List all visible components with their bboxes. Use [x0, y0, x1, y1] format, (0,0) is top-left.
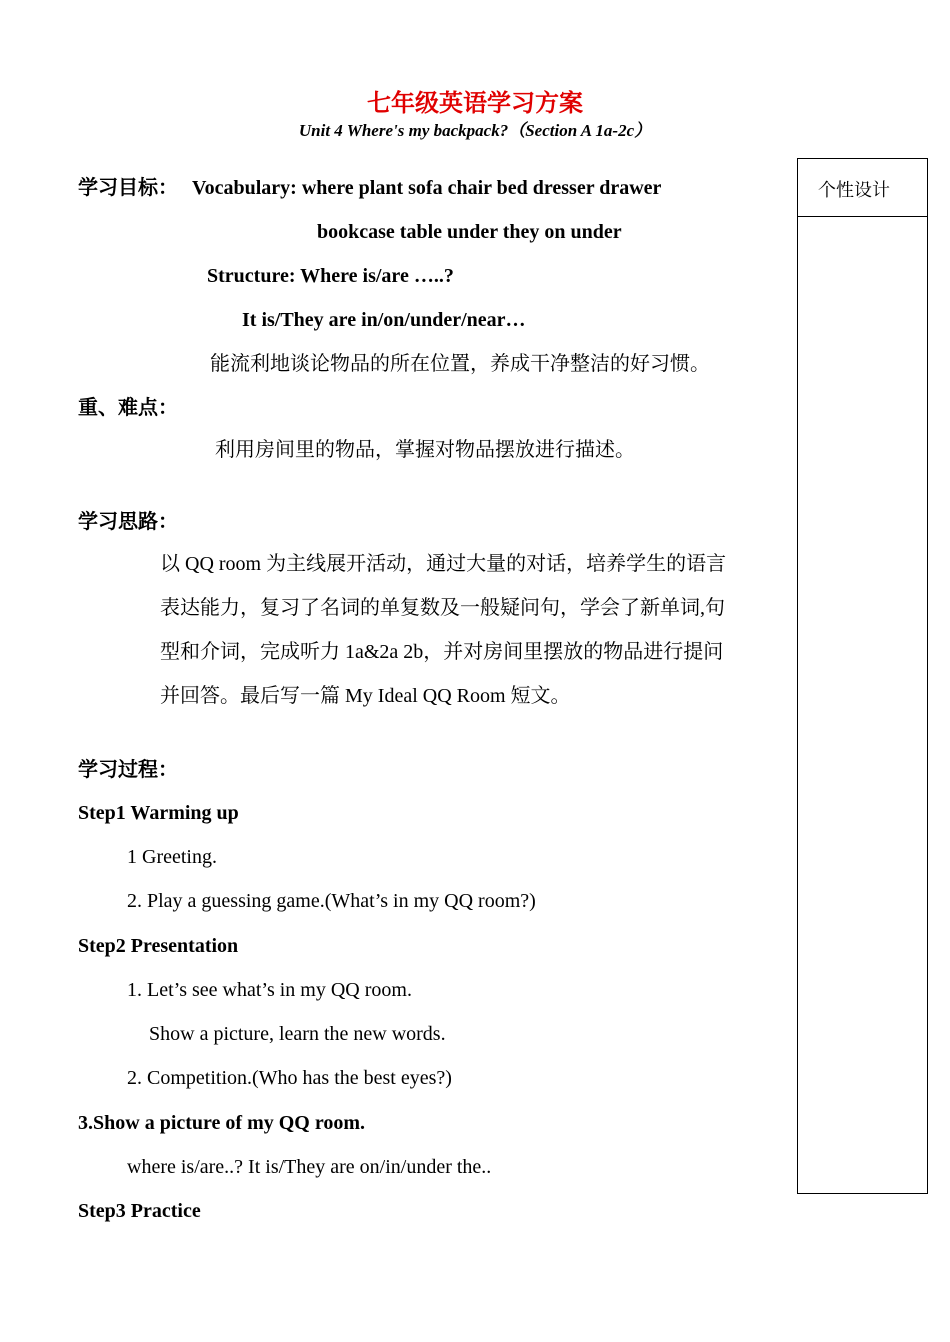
step2-sub-title: 3.Show a picture of my QQ room.	[78, 1112, 366, 1134]
step2-item-1: 1. Let’s see what’s in my QQ room.	[127, 979, 412, 1001]
goals-aim: 能流利地谈论物品的所在位置，养成干净整洁的好习惯。	[210, 353, 710, 375]
structure-line-2: It is/They are in/on/under/near…	[242, 309, 526, 331]
approach-label: 学习思路：	[78, 511, 178, 533]
side-design-panel	[797, 158, 928, 1194]
approach-line: 表达能力，复习了名词的单复数及一般疑问句，学会了新单词,句	[160, 597, 725, 619]
approach-line: 并回答。最后写一篇 My Ideal QQ Room 短文。	[160, 685, 571, 707]
vocab-line-2: bookcase table under they on under	[317, 221, 622, 243]
approach-line: 型和介词，完成听力 1a&2a 2b，并对房间里摆放的物品进行提问	[160, 641, 724, 663]
key-points-label: 重、难点：	[78, 397, 178, 419]
structure-line-1: Structure: Where is/are …..?	[207, 265, 454, 287]
process-label: 学习过程：	[78, 759, 178, 781]
goals-label: 学习目标：	[78, 177, 178, 199]
approach-line: 以 QQ room 为主线展开活动，通过大量的对话，培养学生的语言	[160, 553, 727, 575]
step1-item-2: 2. Play a guessing game.(What’s in my QQ room?)	[127, 890, 536, 912]
page-subtitle: Unit 4 Where's my backpack?（Section A 1a-2c）	[298, 121, 652, 140]
key-points-text: 利用房间里的物品，掌握对物品摆放进行描述。	[215, 439, 635, 461]
step2-item-2: 2. Competition.(Who has the best eyes?)	[127, 1067, 452, 1089]
side-design-label: 个性设计	[818, 180, 890, 200]
step2-sub-text: where is/are..? It is/They are on/in/under the..	[127, 1156, 492, 1178]
step3-title: Step3 Practice	[78, 1200, 201, 1222]
step2-title: Step2 Presentation	[78, 935, 239, 957]
step1-item-1: 1 Greeting.	[127, 846, 217, 868]
page-title: 七年级英语学习方案	[367, 91, 583, 117]
step2-item-1b: Show a picture, learn the new words.	[149, 1023, 446, 1045]
side-design-header	[798, 159, 927, 217]
step1-title: Step1 Warming up	[78, 802, 239, 824]
vocab-line-1: Vocabulary: where plant sofa chair bed dresser drawer	[192, 177, 662, 199]
